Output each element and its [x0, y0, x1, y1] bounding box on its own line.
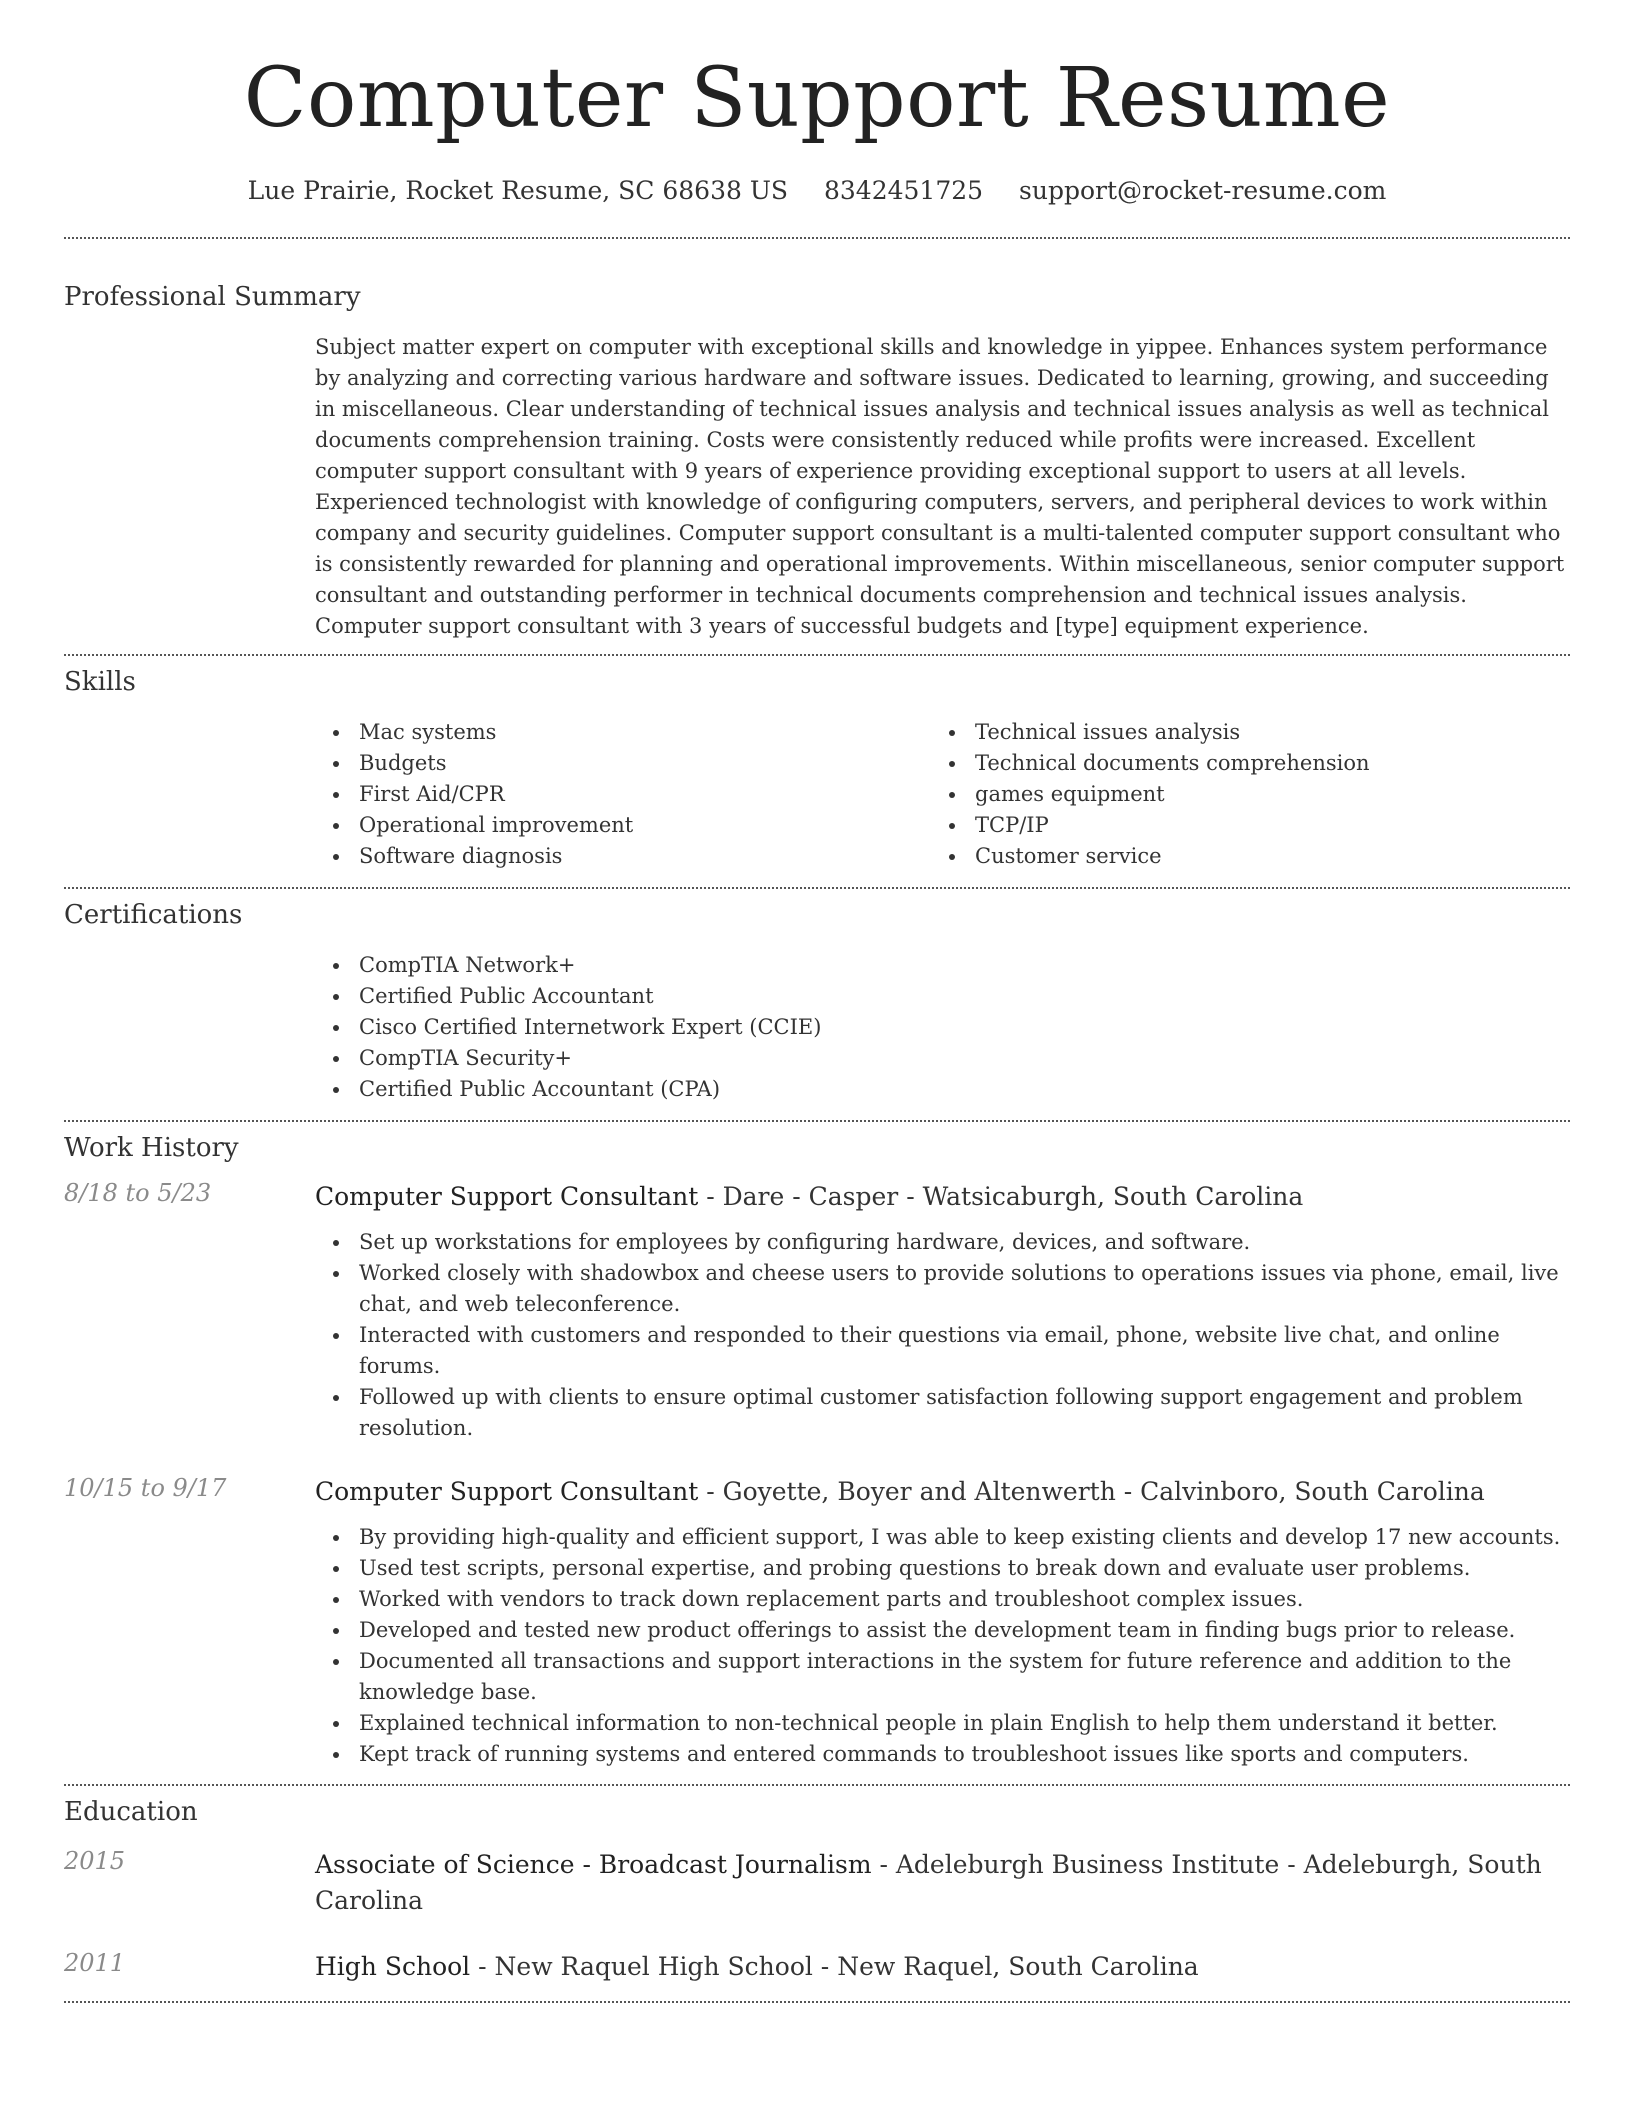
section-title-summary: Professional Summary: [64, 282, 361, 313]
contact-email: support@rocket-resume.com: [1019, 176, 1387, 206]
section-title-skills: Skills: [64, 667, 136, 698]
work-role: Computer Support Consultant: [315, 1182, 699, 1212]
education-degree: High School: [315, 1952, 471, 1982]
list-item: Mac systems: [315, 717, 931, 748]
work-title: [315, 1179, 1570, 1215]
section-title-certifications: Certifications: [64, 900, 243, 931]
list-item: Certified Public Accountant (CPA): [315, 1074, 1570, 1105]
education-school: - New Raquel High School - New Raquel, South Carolina: [470, 1952, 1199, 1982]
list-item: Worked closely with shadowbox and cheese users to provide solutions to operations issues via phone, email, live chat, and web teleconference.: [315, 1258, 1570, 1320]
section-work-history: [64, 1122, 1570, 1770]
section-education: [64, 1786, 1570, 1985]
section-title-work-history: Work History: [64, 1133, 239, 1164]
list-item: Technical issues analysis: [931, 717, 1547, 748]
skills-list-right: [931, 717, 1547, 872]
list-item: CompTIA Security+: [315, 1043, 1570, 1074]
work-title: [315, 1474, 1570, 1510]
certifications-list: [315, 950, 1570, 1105]
resume-title: Computer Support Resume: [243, 51, 1391, 146]
work-role: Computer Support Consultant: [315, 1477, 699, 1507]
section-title-education: Education: [64, 1797, 198, 1828]
list-item: Software diagnosis: [315, 841, 931, 872]
education-year: 2015: [64, 1847, 126, 1876]
list-item: Customer service: [931, 841, 1547, 872]
education-title: [315, 1847, 1570, 1919]
contact-address: Lue Prairie, Rocket Resume, SC 68638 US: [247, 176, 789, 206]
list-item: TCP/IP: [931, 810, 1547, 841]
list-item: Kept track of running systems and entered commands to troubleshoot issues like sports and computers.: [315, 1739, 1570, 1770]
education-entry: [64, 1847, 1570, 1919]
summary-text: Subject matter expert on computer with exceptional skills and knowledge in yippee. Enhances system performance by analyzing and correcting various hardware and software issues. Dedicated to learning, growing, and succeeding in miscellaneous. Clear understanding of technical issues analysis and technical issues analysis as well as technical documents comprehension training. Costs were consistently reduced while profits were increased. Excellent computer support consultant with 9 years of experience providing exceptional support to users at all levels. Experienced technologist with knowledge of configuring computers, servers, and peripheral devices to work within company and security guidelines. Computer support consultant is a multi-talented computer support consultant who is consistently rewarded for planning and operational improvements. Within miscellaneous, senior computer support consultant and outstanding performer in technical documents comprehension and technical issues analysis. Computer support consultant with 3 years of successful budgets and [type] equipment experience.: [315, 335, 1565, 639]
section-skills: [64, 656, 1570, 872]
list-item: games equipment: [931, 779, 1547, 810]
list-item: Explained technical information to non-technical people in plain English to help them understand it better.: [315, 1708, 1570, 1739]
list-item: Set up workstations for employees by configuring hardware, devices, and software.: [315, 1227, 1570, 1258]
list-item: Cisco Certified Internetwork Expert (CCIE): [315, 1012, 1570, 1043]
work-entry: [64, 1474, 1570, 1770]
list-item: Operational improvement: [315, 810, 931, 841]
list-item: Technical documents comprehension: [931, 748, 1547, 779]
work-bullets: [315, 1227, 1570, 1444]
list-item: Worked with vendors to track down replacement parts and troubleshoot complex issues.: [315, 1584, 1570, 1615]
list-item: Budgets: [315, 748, 931, 779]
work-dates: 10/15 to 9/17: [64, 1474, 227, 1503]
work-dates: 8/18 to 5/23: [64, 1179, 212, 1208]
work-employer: - Dare - Casper - Watsicaburgh, South Carolina: [698, 1182, 1304, 1212]
resume-page: [64, 0, 1570, 2003]
education-school: - Adeleburgh Business Institute - Adeleburgh, South Carolina: [315, 1850, 1542, 1916]
list-item: Interacted with customers and responded to their questions via email, phone, website live chat, and online forums.: [315, 1320, 1570, 1382]
divider: [64, 2001, 1570, 2003]
list-item: Used test scripts, personal expertise, and probing questions to break down and evaluate user problems.: [315, 1553, 1570, 1584]
education-degree: Associate of Science - Broadcast Journalism: [315, 1850, 872, 1880]
list-item: Certified Public Accountant: [315, 981, 1570, 1012]
education-year: 2011: [64, 1949, 126, 1978]
work-employer: - Goyette, Boyer and Altenwerth - Calvinboro, South Carolina: [698, 1477, 1485, 1507]
education-entry: [64, 1949, 1570, 1985]
list-item: Documented all transactions and support interactions in the system for future reference and addition to the knowledge base.: [315, 1646, 1570, 1708]
contact-phone: 8342451725: [824, 176, 984, 206]
list-item: Followed up with clients to ensure optimal customer satisfaction following support engagement and problem resolution.: [315, 1382, 1570, 1444]
list-item: Developed and tested new product offerings to assist the development team in finding bugs prior to release.: [315, 1615, 1570, 1646]
list-item: By providing high-quality and efficient support, I was able to keep existing clients and develop 17 new accounts.: [315, 1522, 1570, 1553]
work-bullets: [315, 1522, 1570, 1770]
education-title: [315, 1949, 1570, 1985]
section-certifications: [64, 889, 1570, 1105]
list-item: CompTIA Network+: [315, 950, 1570, 981]
list-item: First Aid/CPR: [315, 779, 931, 810]
work-entry: [64, 1179, 1570, 1444]
section-summary: [64, 239, 1570, 642]
contact-line: [64, 176, 1570, 205]
skills-list-left: [315, 717, 931, 872]
